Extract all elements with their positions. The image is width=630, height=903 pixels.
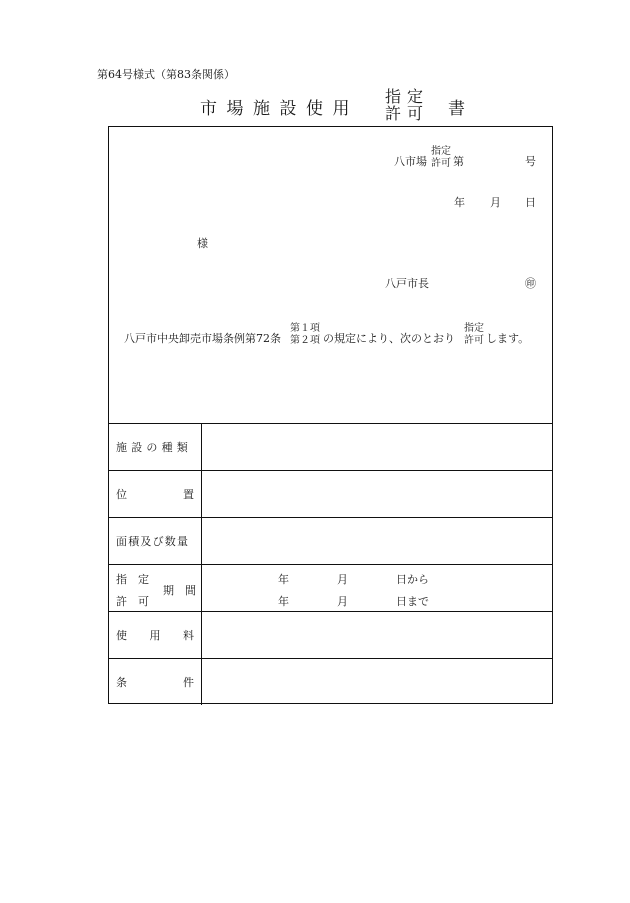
title-option-top: 指定 (385, 87, 430, 106)
doc-number-opt-top: 指定 (431, 146, 451, 157)
doc-number-mid: 第 (453, 155, 464, 168)
label-location-char2: 置 (183, 488, 194, 501)
end-year: 年 (278, 595, 289, 608)
label-location (109, 471, 202, 517)
table-row (109, 517, 552, 564)
label-conditions (109, 659, 202, 705)
table-row (109, 564, 552, 611)
doc-number-prefix: 八市場 (394, 155, 427, 168)
table-row (109, 658, 552, 705)
label-area (109, 518, 202, 564)
body-option (464, 323, 484, 346)
label-conditions-char1: 条 (116, 676, 127, 689)
table-row (109, 611, 552, 658)
period-label: 期 間 (163, 584, 196, 597)
end-month: 月 (337, 595, 348, 608)
label-fee-char2: 用 (149, 629, 161, 642)
value-area[interactable] (202, 518, 552, 564)
document-title (200, 87, 470, 123)
doc-number-option (431, 146, 451, 169)
start-month: 月 (337, 573, 348, 586)
title-option-bottom: 許可 (385, 104, 430, 123)
title-end: 書 (448, 99, 465, 119)
start-day: 日から (396, 573, 429, 586)
period-opt-top: 指 定 (116, 573, 149, 586)
body-clause-option (290, 323, 320, 346)
label-facility-type (109, 424, 202, 470)
label-location-char1: 位 (116, 488, 127, 501)
value-period[interactable] (202, 565, 552, 611)
value-facility-type[interactable] (202, 424, 552, 470)
form-number: 第64号様式（第83条関係） (97, 68, 235, 81)
body-clause-top: 第１項 (290, 323, 320, 334)
title-main: 市場施設使用 (200, 99, 359, 119)
label-area-text: 面積及び数量 (116, 535, 190, 548)
body-opt-bottom: 許可 (464, 334, 484, 346)
table-row (109, 423, 552, 470)
start-year: 年 (278, 573, 289, 586)
end-day: 日まで (396, 595, 429, 608)
body-opt-top: 指定 (464, 323, 484, 334)
doc-number-suffix: 号 (525, 155, 536, 168)
issuer-name: 八戸市長 (385, 277, 429, 290)
label-fee (109, 612, 202, 658)
value-location[interactable] (202, 471, 552, 517)
date-year: 年 (454, 196, 465, 209)
table-row (109, 470, 552, 517)
body-text-part1: 八戸市中央卸売市場条例第72条 (124, 332, 281, 345)
value-conditions[interactable] (202, 659, 552, 705)
seal-mark: ㊞ (525, 277, 536, 290)
body-clause-bottom: 第２項 (290, 334, 320, 346)
body-text-part3: します。 (486, 332, 530, 345)
body-text-part2: の規定により、次のとおり (323, 332, 455, 345)
date-day: 日 (525, 196, 536, 209)
addressee-suffix: 様 (197, 237, 208, 250)
date-month: 月 (490, 196, 501, 209)
period-opt-bottom: 許 可 (116, 595, 149, 608)
label-fee-char1: 使 (116, 629, 127, 642)
doc-number-opt-bottom: 許可 (431, 157, 451, 169)
value-fee[interactable] (202, 612, 552, 658)
label-facility-type-text: 施設の種類 (116, 441, 192, 454)
label-conditions-char2: 件 (183, 676, 194, 689)
form-frame (108, 126, 553, 704)
label-period (109, 565, 202, 611)
label-fee-char3: 料 (183, 629, 194, 642)
